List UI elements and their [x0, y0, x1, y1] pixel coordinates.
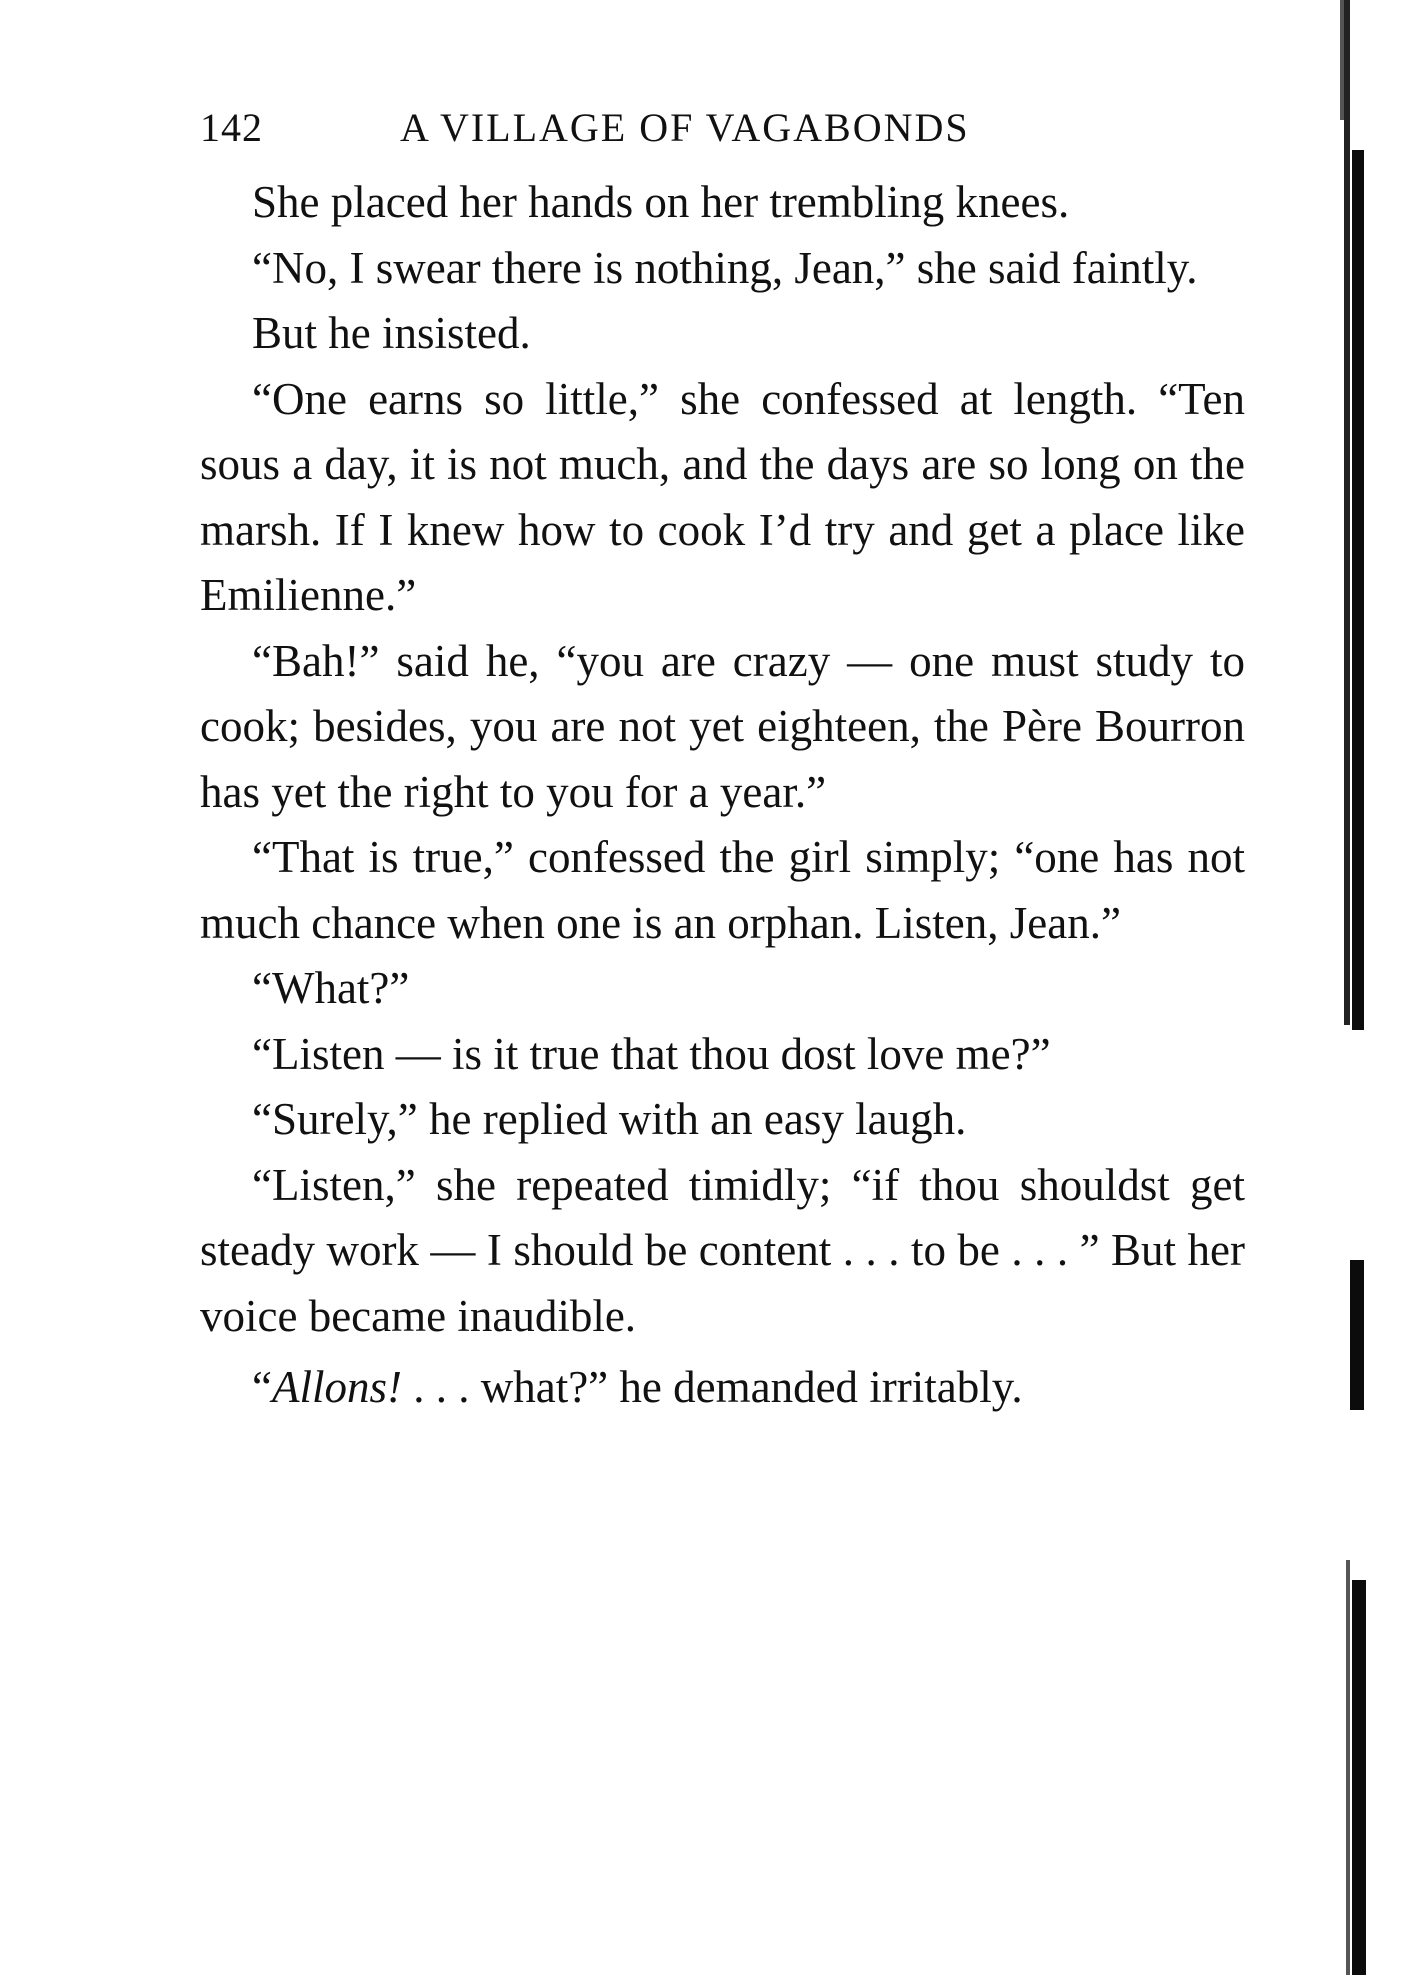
paragraph: “Listen — is it true that thou dost love me?”: [252, 1028, 1051, 1079]
paragraph: She placed her hands on her trembling knees.: [252, 177, 1070, 227]
final-paragraph-rest: . . . what?” he demanded irritably.: [401, 1362, 1023, 1412]
paragraph: “One earns so little,” she confessed at length. “Ten sous a day, it is not much, and the days are so long on the marsh. If I knew how to cook I’d try and get a place like Emilienne.”: [200, 373, 1245, 620]
paragraph: “What?”: [252, 963, 410, 1013]
body-text: [200, 170, 1245, 1421]
paragraph: “Listen,” she repeated timidly; “if thou shouldst get steady work — I should be content . . . to be . . . ” But her voice became inaudible.: [200, 1159, 1245, 1341]
final-paragraph: [200, 1355, 1245, 1421]
running-head: A VILLAGE OF VAGABONDS: [400, 105, 970, 150]
italic-word: Allons!: [271, 1362, 402, 1412]
paragraph: “No, I swear there is nothing, Jean,” she said faintly.: [252, 242, 1198, 293]
open-quote: “: [252, 1362, 272, 1412]
paragraph: “Bah!” said he, “you are crazy — one must study to cook; besides, you are not yet eighteen, the Père Bourron has yet the right to you for a year.”: [200, 635, 1245, 817]
page-number: 142: [200, 105, 263, 150]
binding-edge-shadow: [1340, 0, 1370, 1975]
page-header: [200, 104, 1250, 154]
paragraph: “Surely,” he replied with an easy laugh.: [252, 1094, 967, 1144]
paragraph: “That is true,” confessed the girl simply; “one has not much chance when one is an orphan. Listen, Jean.”: [200, 832, 1245, 948]
paragraph: But he insisted.: [252, 308, 531, 358]
